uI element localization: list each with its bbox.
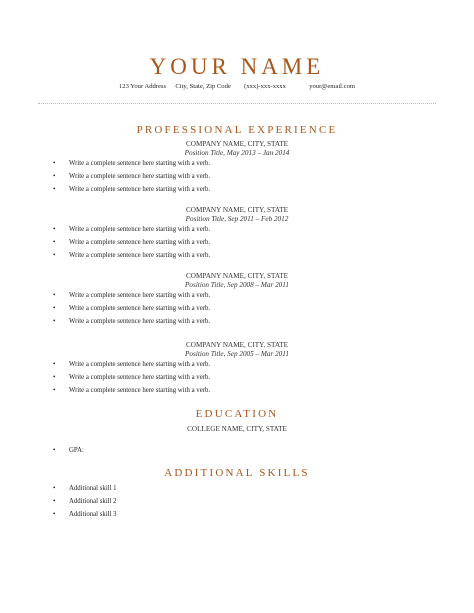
phone: (xxx)-xxx-xxxx [244,83,286,90]
skills-heading: ADDITIONAL SKILLS [164,467,310,479]
job-company: COMPANY NAME, CITY, STATE [186,272,288,280]
bullet-icon: • [53,317,56,325]
resume-page: YOUR NAME 123 Your Address City, State, Zip Code (xxx)-xxx-xxxx your@email.com PROFESSIONAL EXPERIENCE COMPANY NAME, CITY, STATE Position Title, May 2013 – Jan 2014 • Write a complete sentence here starting with a verb. • Write a complete sentence here starting with a verb. • Write a complete sentence here starting with a verb. COMPANY NAME, CITY, STATE Position Title, Sep 2011 – Feb 2012 • Write a complete sentence here starting with a verb. • Write a complete sentence here starting with a verb. • Write a complete sentence here starting with a verb. COMPANY NAME, CITY, STATE Position Title, Sep 2008 – Mar 2011 • Write a complete sentence here starting with a verb. • Write a complete sentence here starting with a verb. • Write a complete sentence here starting with a verb. COMPANY NAME, CITY, STATE Position Title, Sep 2005 – Mar 2011 • Write a complete sentence here starting with a verb. • Write a complete sentence here starting with a verb. • Write a complete sentence here starting with a verb. EDUCATION COLLEGE NAME, CITY, STATE • GPA: ADDITIONAL SKILLS • Additional skill 1 • Additional skill 2 • Additional skill 3 [0,0,474,613]
bullet-icon: • [53,238,56,246]
job-position: Position Title, Sep 2005 – Mar 2011 [185,350,289,358]
bullet-icon: • [53,291,56,299]
bullet-icon: • [53,159,56,167]
bullet-icon: • [53,304,56,312]
city-state-zip: City, State, Zip Code [175,83,231,90]
job-company: COMPANY NAME, CITY, STATE [186,140,288,148]
header-divider [38,103,436,104]
bullet-icon: • [53,225,56,233]
bullet-icon: • [53,510,56,518]
bullet-icon: • [53,484,56,492]
bullet-icon: • [53,172,56,180]
job-company: COMPANY NAME, CITY, STATE [186,206,288,214]
address: 123 Your Address [118,83,167,90]
education-heading: EDUCATION [195,408,279,420]
resume-name: YOUR NAME [149,54,325,79]
bullet-icon: • [53,360,56,368]
college-name: COLLEGE NAME, CITY, STATE [187,425,287,433]
job-company: COMPANY NAME, CITY, STATE [186,341,288,349]
bullet-icon: • [53,497,56,505]
job-position: Position Title, May 2013 – Jan 2014 [184,149,290,157]
bullet-icon: • [53,251,56,259]
bullet-icon: • [53,373,56,381]
bullet-icon: • [53,446,56,454]
contact-line [0,83,474,91]
email: your@email.com [309,83,356,90]
job-position: Position Title, Sep 2011 – Feb 2012 [185,215,289,223]
job-position: Position Title, Sep 2008 – Mar 2011 [185,281,289,289]
experience-heading: PROFESSIONAL EXPERIENCE [136,124,338,136]
bullet-icon: • [53,185,56,193]
bullet-icon: • [53,386,56,394]
